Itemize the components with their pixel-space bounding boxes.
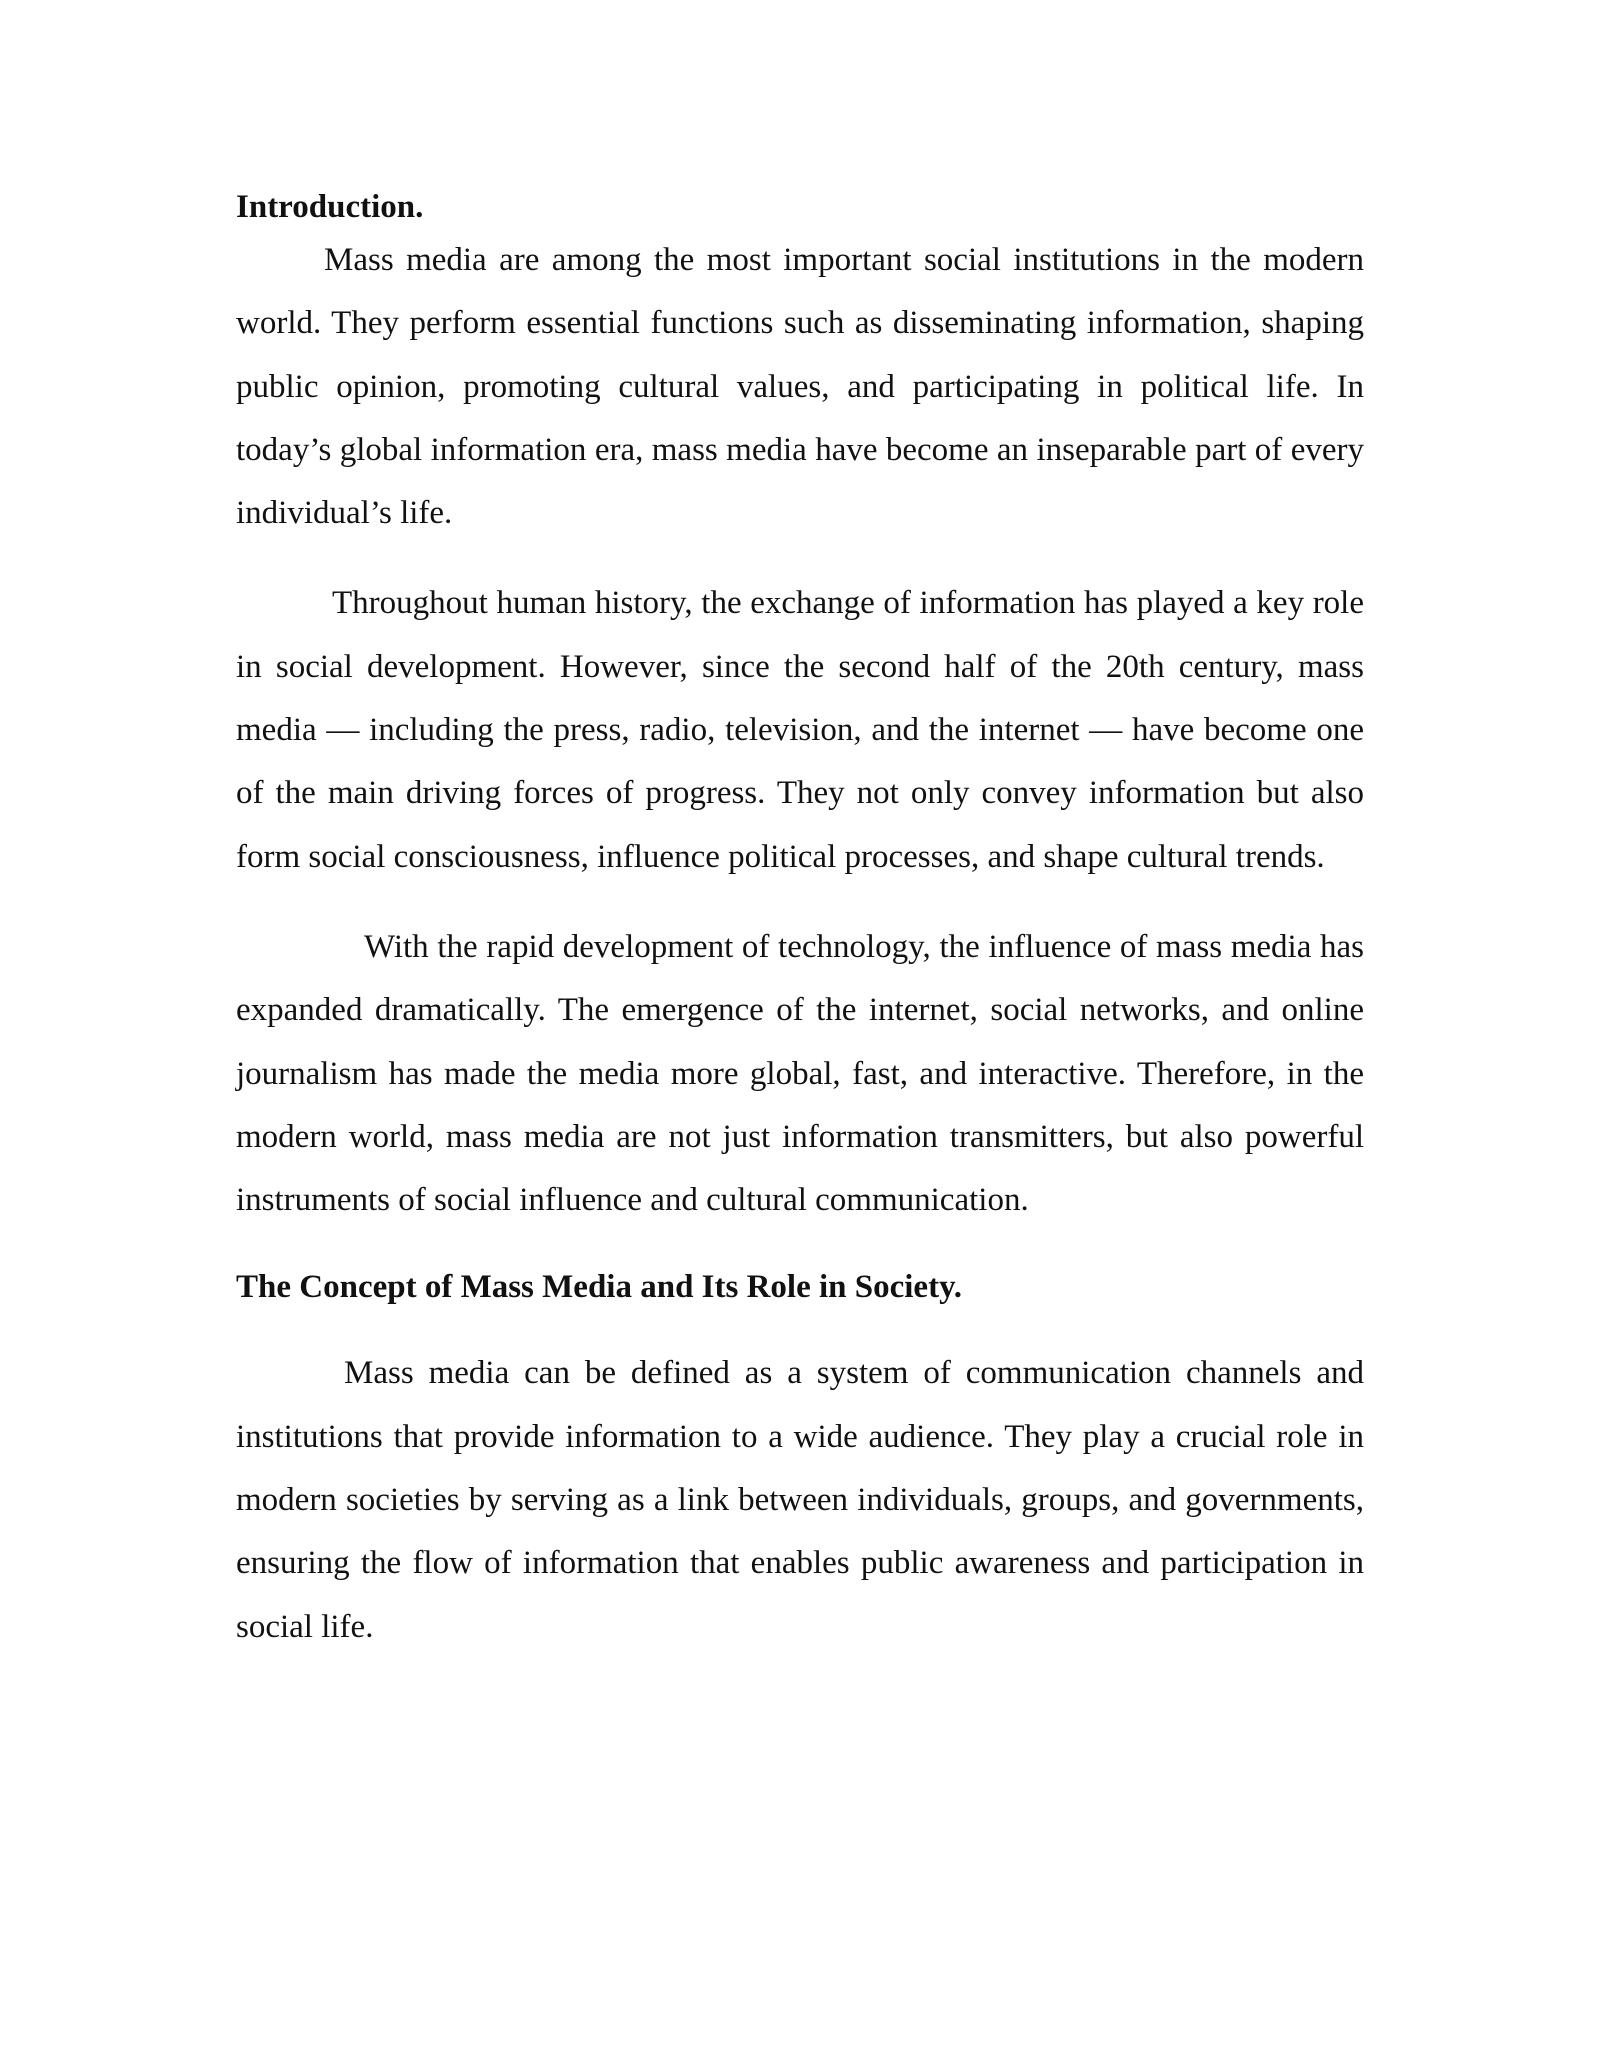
paragraph-intro-1: Mass media are among the most important social institutions in the modern world. They perform essential functions such as disseminating information, shaping public opinion, promoting cultural values, and participating in political life. In today’s global information era, mass media have become an inseparable part of every individual’s life.: [236, 242, 1364, 532]
paragraph-intro-2: Throughout human history, the exchange of information has played a key role in social development. However, since the second half of the 20th century, mass media — including the press, radio, television, and the internet — have become one of the main driving forces of progress. They not only convey information but also form social consciousness, influence political processes, and shape cultural trends.: [236, 585, 1364, 875]
section-heading-concept: The Concept of Mass Media and Its Role in Society.: [236, 1269, 962, 1306]
paragraph-intro-3: With the rapid development of technology, the influence of mass media has expanded dramatically. The emergence of the internet, social networks, and online journalism has made the media more global, fast, and interactive. Therefore, in the modern world, mass media are not just information transmitters, but also powerful instruments of social influence and cultural communication.: [236, 928, 1364, 1219]
document-page: [236, 186, 1364, 1659]
section-heading-introduction: Introduction.: [236, 189, 424, 225]
paragraph-concept-1: Mass media can be defined as a system of communication channels and institutions that provide information to a wide audience. They play a crucial role in modern societies by serving as a link between individuals, groups, and governments, ensuring the flow of information that enables public awareness and participation in social life.: [236, 1355, 1364, 1645]
